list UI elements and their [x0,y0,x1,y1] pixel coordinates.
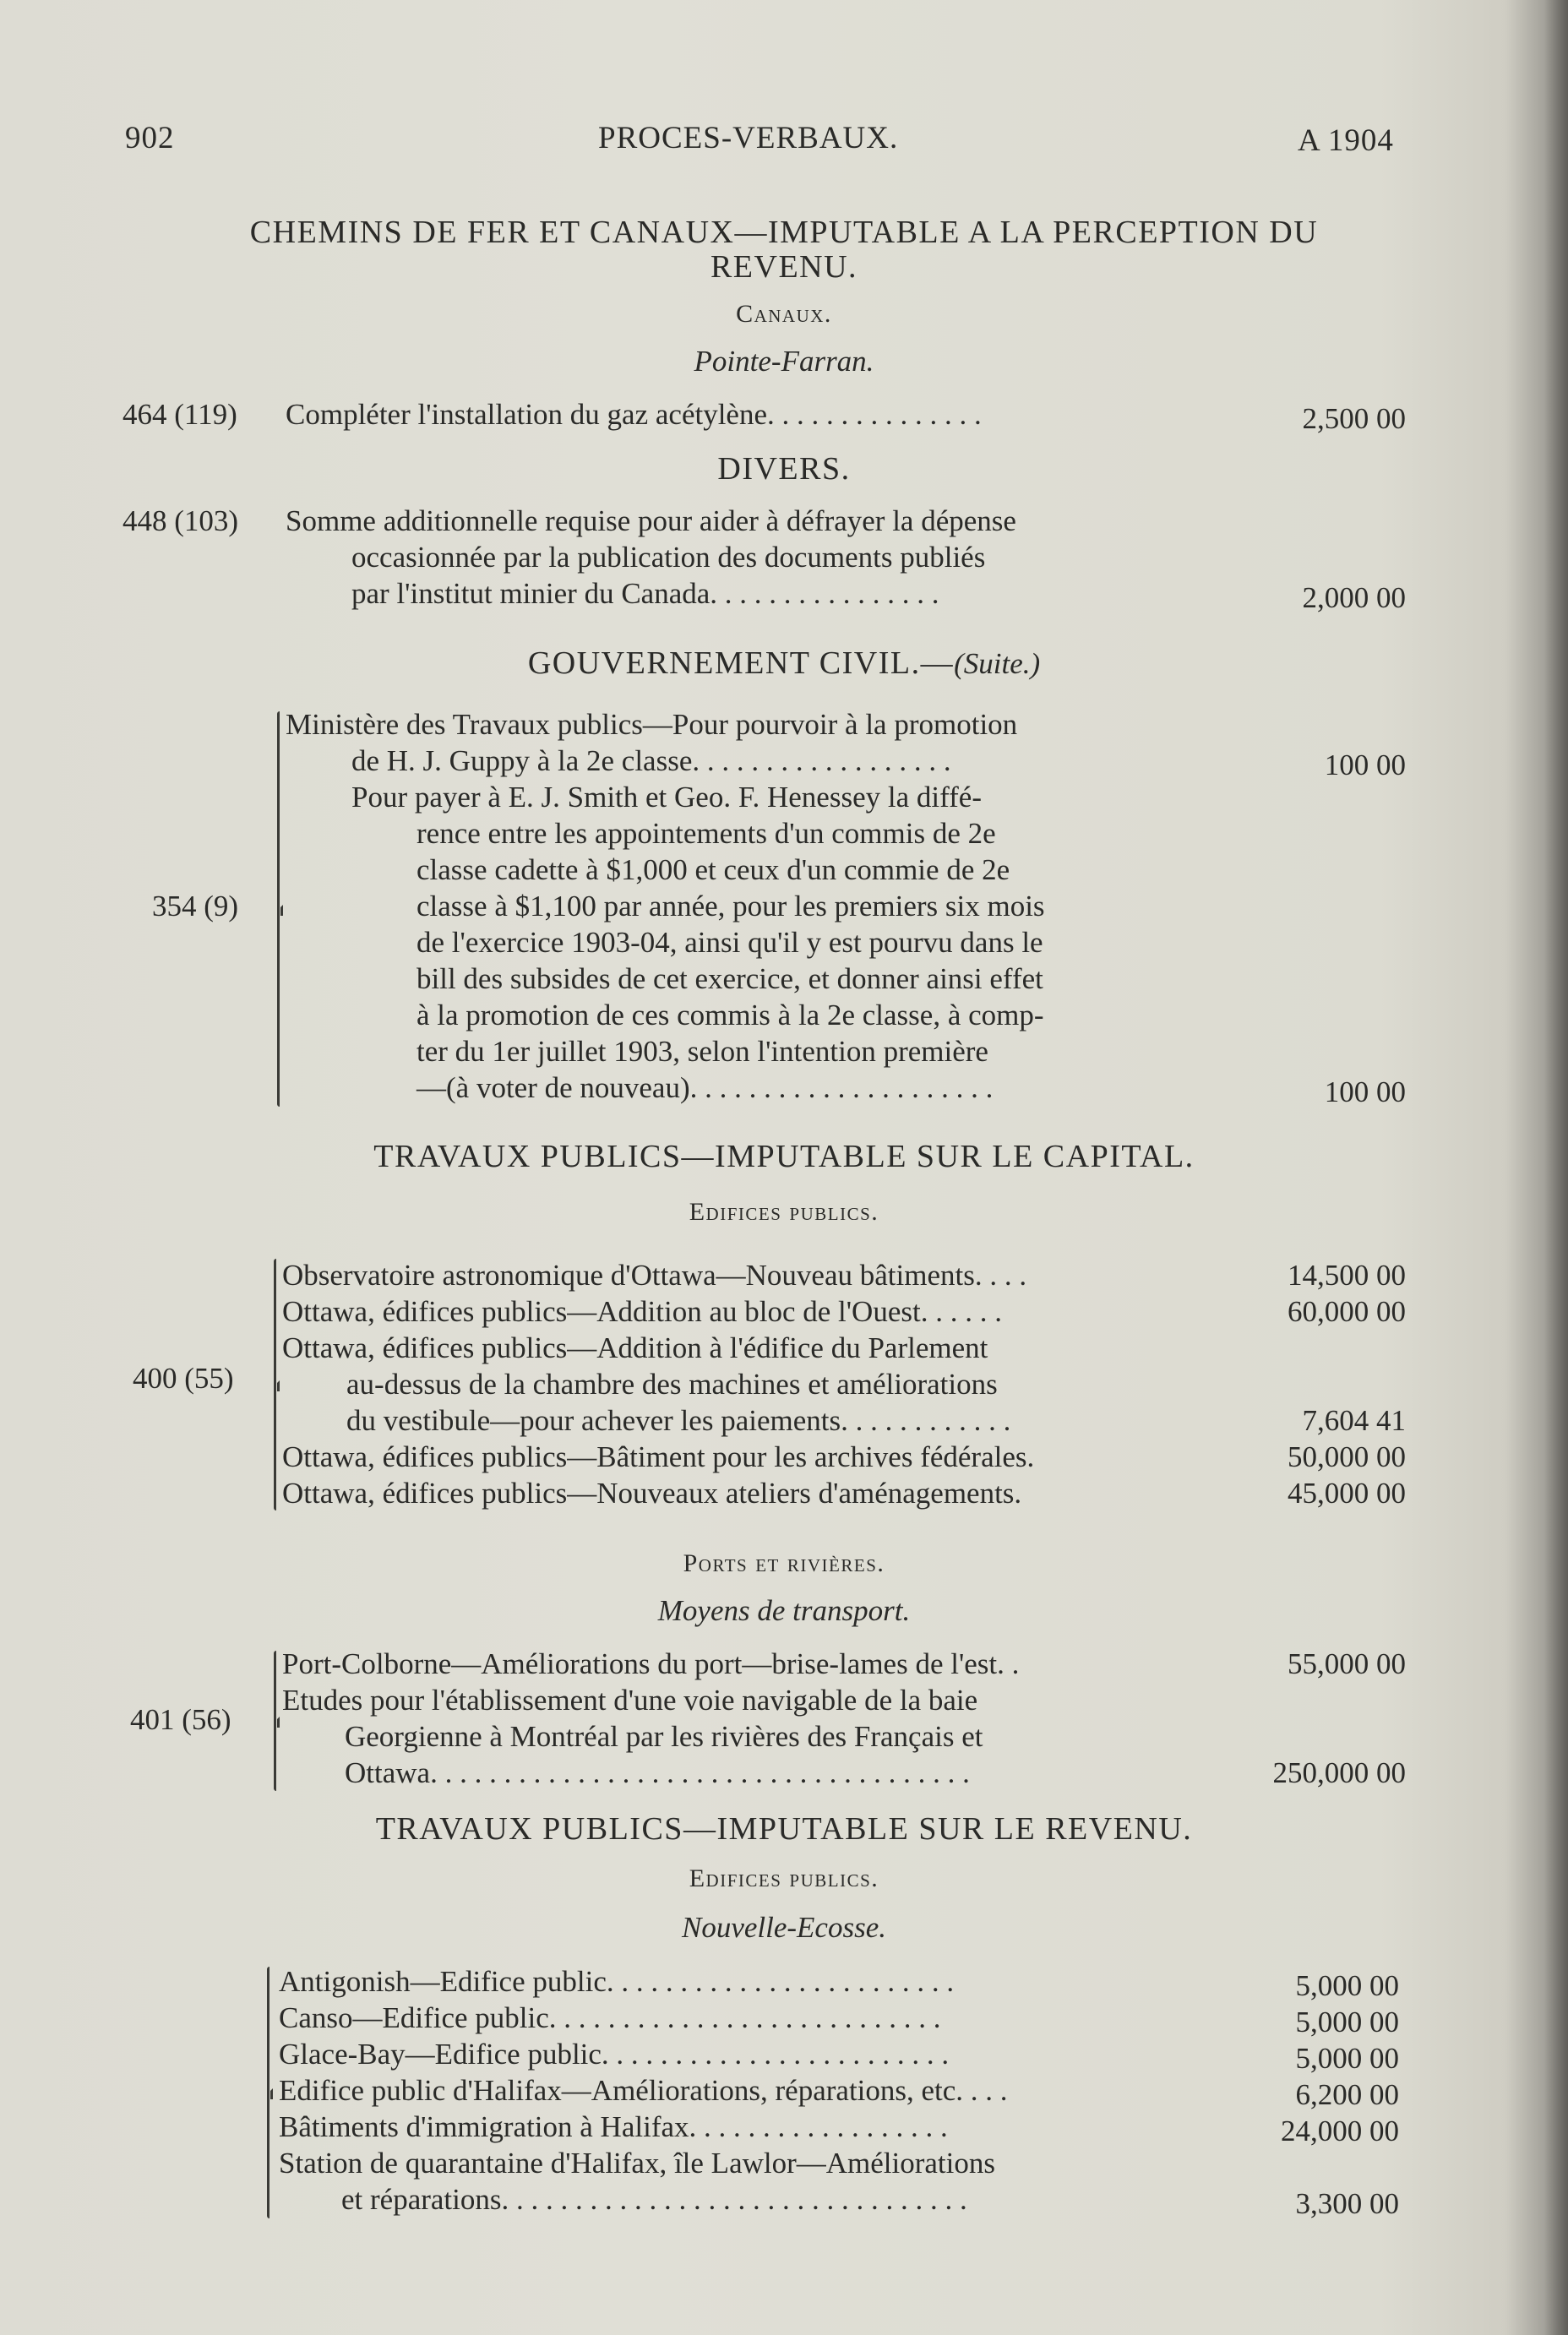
entry-line: du vestibule—pour achever les paiements. . . . . . . . . . . . [346,1404,1011,1437]
entry-line: de H. J. Guppy à la 2e classe. . . . . . . . . . . . . . . . . . [351,744,951,777]
entry-amount: 50,000 00 [1288,1440,1406,1473]
entry-line: —(à voter de nouveau). . . . . . . . . . . . . . . . . . . . . [416,1071,994,1104]
entry-amount: 6,200 00 [1295,2078,1399,2111]
section-title-suite: (Suite.) [954,647,1041,680]
entry-line: Pour payer à E. J. Smith et Geo. F. Henessey la diffé- [351,781,982,814]
bracket [277,711,280,1107]
entry-amount: 14,500 00 [1288,1259,1406,1292]
entry-line: Ottawa. . . . . . . . . . . . . . . . . . . . . . . . . . . . . . . . . . . . . [345,1756,970,1789]
entry-amount: 5,000 00 [1295,2006,1399,2038]
entry-line: Ottawa, édifices publics—Bâtiment pour les archives fédérales. [282,1440,1035,1473]
place-heading: Pointe-Farran. [694,345,874,378]
entry-line: Somme additionnelle requise pour aider à défrayer la dépense [286,504,1016,537]
entry-line: classe à $1,100 par année, pour les premiers six mois [416,890,1045,923]
entry-line: Port-Colborne—Améliorations du port—brise-lames de l'est. . [282,1647,1020,1680]
entry-line: Antigonish—Edifice public. . . . . . . . . . . . . . . . . . . . . . . . [279,1965,955,1998]
entry-line: de l'exercice 1903-04, ainsi qu'il y est pourvu dans le [416,926,1043,959]
entry-line: Ottawa, édifices publics—Nouveaux ateliers d'aménagements. [282,1477,1022,1510]
section-title: DIVERS. [717,451,851,487]
entry-line: Georgienne à Montréal par les rivières des Français et [345,1720,983,1753]
entry-amount: 100 00 [1324,1075,1406,1108]
entry-amount: 60,000 00 [1288,1295,1406,1328]
entry-amount: 24,000 00 [1281,2115,1399,2147]
entry-amount: 55,000 00 [1288,1647,1406,1680]
section-title [0,645,1568,682]
subsection-heading: Canaux. [736,300,832,328]
section-title-line2: REVENU. [710,249,858,285]
entry-amount: 250,000 00 [1272,1756,1406,1789]
reference-number: 401 (56) [130,1703,231,1736]
section-title: TRAVAUX PUBLICS—IMPUTABLE SUR LE CAPITAL. [373,1139,1195,1174]
place-heading: Nouvelle-Ecosse. [682,1911,886,1944]
entry-amount: 5,000 00 [1295,1969,1399,2002]
entry-line: Observatoire astronomique d'Ottawa—Nouveau bâtiments. . . . [282,1259,1027,1292]
entry-amount: 2,000 00 [1302,581,1406,614]
entry-line: Edifice public d'Halifax—Améliorations, réparations, etc. . . . [279,2074,1008,2107]
reference-number: 448 (103) [122,504,239,537]
entry-line: Ottawa, édifices publics—Addition au bloc de l'Ouest. . . . . . [282,1295,1002,1328]
entry-line: classe cadette à $1,000 et ceux d'un commie de 2e [416,853,1010,886]
entry-line: Glace-Bay—Edifice public. . . . . . . . . . . . . . . . . . . . . . . . [279,2038,950,2071]
reference-number: 464 (119) [122,398,237,431]
bracket [274,1259,276,1510]
entry-amount: 5,000 00 [1295,2042,1399,2075]
entry-line: bill des subsides de cet exercice, et donner ainsi effet [416,962,1043,995]
entry-line: Bâtiments d'immigration à Halifax. . . . . . . . . . . . . . . . . . [279,2110,948,2143]
subsection-heading: Edifices publics. [689,1198,879,1226]
bracket [267,1967,270,2218]
running-title: PROCES-VERBAUX. [598,121,899,155]
entry-amount: 45,000 00 [1288,1477,1406,1510]
section-title-line1: CHEMINS DE FER ET CANAUX—IMPUTABLE A LA PERCEPTION DU [249,215,1319,250]
entry-line: et réparations. . . . . . . . . . . . . . . . . . . . . . . . . . . . . . . . [341,2183,967,2216]
place-heading: Moyens de transport. [657,1594,911,1627]
reference-number: 400 (55) [133,1362,234,1395]
entry-line: au-dessus de la chambre des machines et améliorations [346,1368,998,1401]
entry-line: Etudes pour l'établissement d'une voie navigable de la baie [282,1684,978,1717]
entry-amount: 100 00 [1324,748,1406,781]
entry-line: Ottawa, édifices publics—Addition à l'édifice du Parlement [282,1331,988,1364]
entry-amount: 2,500 00 [1302,402,1406,435]
bracket [274,1651,276,1791]
entry-line: ter du 1er juillet 1903, selon l'intention première [416,1035,988,1068]
subsection-heading: Ports et rivières. [683,1549,885,1577]
subsection-heading: Edifices publics. [689,1864,879,1892]
entry-line: Canso—Edifice public. . . . . . . . . . . . . . . . . . . . . . . . . . . [279,2001,941,2034]
year-label: A 1904 [1298,123,1394,158]
entry-line: à la promotion de ces commis à la 2e classe, à comp- [416,999,1044,1031]
section-title-text: GOUVERNEMENT CIVIL.— [527,645,955,681]
reference-number: 354 (9) [152,890,239,923]
section-title: TRAVAUX PUBLICS—IMPUTABLE SUR LE REVENU. [375,1811,1193,1847]
entry-line: Station de quarantaine d'Halifax, île Lawlor—Améliorations [279,2147,995,2180]
entry-line: Compléter l'installation du gaz acétylène. . . . . . . . . . . . . . . [286,398,982,431]
page-number: 902 [125,121,175,155]
entry-line: occasionnée par la publication des documents publiés [351,541,986,574]
entry-amount: 3,300 00 [1295,2187,1399,2220]
entry-line: par l'institut minier du Canada. . . . . . . . . . . . . . . . [351,577,939,610]
entry-line: rence entre les appointements d'un commis de 2e [416,817,996,850]
entry-line: Ministère des Travaux publics—Pour pourvoir à la promotion [286,708,1018,741]
entry-amount: 7,604 41 [1302,1404,1406,1437]
